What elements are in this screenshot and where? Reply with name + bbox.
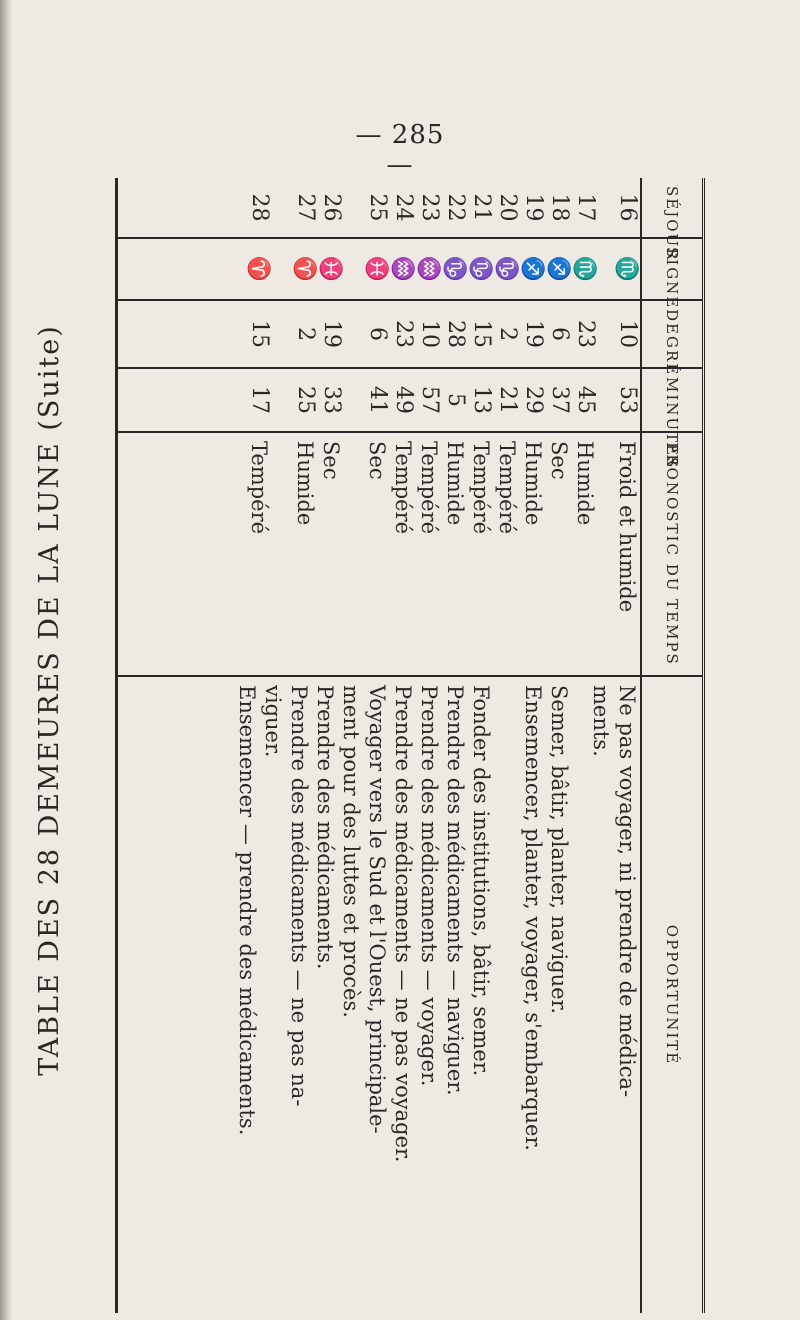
sejour-cell: 22 [443, 193, 468, 222]
degre-cell: 10 [417, 320, 442, 348]
zodiac-sign-icon: ♑ [495, 255, 519, 283]
degre-cell: 23 [391, 320, 416, 348]
pronostic-column [117, 432, 642, 676]
zodiac-sign-icon: ♏ [573, 255, 597, 283]
degre-cell: 6 [547, 327, 572, 341]
pronostic-cell: Tempéré [469, 441, 493, 535]
degre-cell: 19 [319, 320, 344, 348]
sejour-cell: 17 [573, 193, 598, 222]
zodiac-sign-icon: ♑ [469, 255, 493, 283]
pronostic-cell: Sec [319, 441, 343, 480]
opportunite-line: ment pour des luttes et procès. [339, 685, 363, 1018]
degre-cell: 15 [469, 320, 494, 348]
minutes-cell: 49 [391, 386, 416, 414]
zodiac-sign-icon: ♑ [443, 255, 467, 283]
sejour-cell: 25 [365, 193, 390, 222]
degre-column [117, 300, 642, 368]
lunar-mansions-table [115, 178, 705, 1313]
sejour-cell: 27 [293, 193, 318, 222]
sejour-cell: 23 [417, 193, 442, 222]
header-opportunite: OPPORTUNITÉ [641, 676, 704, 1313]
degre-cell: 10 [615, 320, 640, 348]
pronostic-cell: Sec [547, 441, 571, 480]
minutes-column [117, 368, 642, 432]
pronostic-cell: Humide [573, 441, 597, 526]
minutes-cell: 33 [319, 386, 344, 414]
degre-cell: 2 [293, 327, 318, 341]
opportunite-line: Prendre des médicaments — ne pas na- [287, 685, 311, 1107]
minutes-cell: 29 [521, 386, 546, 414]
pronostic-cell: Humide [521, 441, 545, 526]
minutes-cell: 13 [469, 386, 494, 414]
sejour-cell: 18 [547, 193, 572, 222]
header-minutes: MINUTES [641, 368, 704, 432]
lunar-mansions-table-wrapper [115, 178, 705, 1313]
opportunite-line: Ensemencer — prendre des médicaments. [235, 685, 259, 1136]
sejour-cell: 26 [319, 193, 344, 222]
minutes-cell: 45 [573, 386, 598, 414]
pronostic-cell: Humide [293, 441, 317, 526]
opportunite-line: Prendre des médicaments — naviguer. [443, 685, 467, 1096]
table-header-row [641, 178, 704, 1313]
opportunite-line [494, 685, 520, 1305]
minutes-cell: 21 [495, 386, 520, 414]
opportunite-line: Ne pas voyager, ni prendre de médica- [615, 685, 639, 1098]
zodiac-sign-icon: ♐ [521, 255, 545, 283]
zodiac-sign-icon: ♈ [247, 255, 271, 283]
opportunite-line: Voyager vers le Sud et l'Ouest, principale- [365, 685, 389, 1134]
opportunite-line: Prendre des médicaments — ne pas voyager. [391, 685, 415, 1163]
minutes-cell: 37 [547, 386, 572, 414]
pronostic-cell: Humide [443, 441, 467, 526]
opportunite-line: viguer. [261, 685, 285, 758]
zodiac-sign-icon: ♐ [547, 255, 571, 283]
minutes-cell: 17 [247, 386, 272, 414]
header-signe: SIGNE [641, 238, 704, 300]
pronostic-cell: Tempéré [417, 441, 441, 535]
degre-cell: 23 [573, 320, 598, 348]
pronostic-cell: Froid et humide [615, 441, 639, 613]
sejour-cell: 16 [615, 193, 640, 222]
pronostic-cell: Sec [365, 441, 389, 480]
header-sejour: SÉJOUR [641, 178, 704, 238]
zodiac-sign-icon: ♒ [417, 255, 441, 283]
header-pronostic: PRONOSTIC DU TEMPS [641, 432, 704, 676]
sejour-cell: 19 [521, 193, 546, 222]
minutes-cell: 25 [293, 386, 318, 414]
page-number: — 285 — [355, 120, 445, 180]
minutes-cell: 41 [365, 386, 390, 414]
opportunite-line: Semer, bâtir, planter, naviguer. [547, 685, 571, 1015]
degre-cell: 6 [365, 327, 390, 341]
table-title: TABLE DES 28 DEMEURES DE LA LUNE (Suite) [34, 324, 65, 1076]
zodiac-sign-icon: ♏ [615, 255, 639, 283]
sejour-cell: 20 [495, 193, 520, 222]
zodiac-sign-icon: ♓ [365, 255, 389, 283]
opportunite-line: Ensemencer, planter, voyager, s'embarquer. [521, 685, 545, 1151]
opportunite-line: Prendre des médicaments — voyager. [417, 685, 441, 1087]
sejour-cell: 21 [469, 193, 494, 222]
page-edge-shadow [0, 0, 12, 1320]
opportunite-line: Prendre des médicaments. [313, 685, 337, 970]
pronostic-cell: Tempéré [391, 441, 415, 535]
degre-cell: 2 [495, 327, 520, 341]
pronostic-cell: Tempéré [247, 441, 271, 535]
header-degre: DEGRÉ [641, 300, 704, 368]
opportunite-line: ments. [589, 685, 613, 757]
pronostic-cell: Tempéré [495, 441, 519, 535]
degre-cell: 15 [247, 320, 272, 348]
sejour-column [117, 178, 642, 238]
minutes-cell: 5 [443, 393, 468, 407]
degre-cell: 19 [521, 320, 546, 348]
signe-column [117, 238, 642, 300]
minutes-cell: 57 [417, 386, 442, 414]
zodiac-sign-icon: ♒ [391, 255, 415, 283]
table-body-row [117, 178, 642, 1313]
opportunite-column [117, 676, 642, 1313]
sejour-cell: 28 [247, 193, 272, 222]
opportunite-line: Fonder des institutions, bâtir, semer. [469, 685, 493, 1077]
sejour-cell: 24 [391, 193, 416, 222]
zodiac-sign-icon: ♈ [293, 255, 317, 283]
degre-cell: 28 [443, 320, 468, 348]
zodiac-sign-icon: ♓ [319, 255, 343, 283]
minutes-cell: 53 [615, 386, 640, 414]
